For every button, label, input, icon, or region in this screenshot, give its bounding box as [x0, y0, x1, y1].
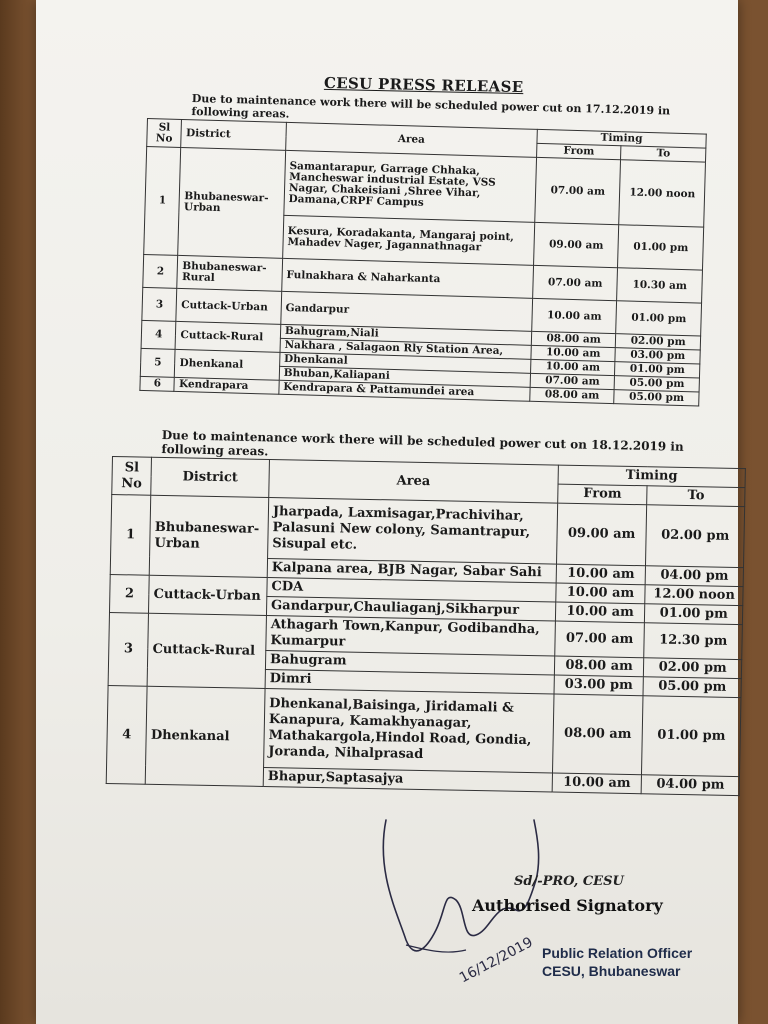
row-sl: 2 [109, 574, 149, 613]
authorised-signatory: Authorised Signatory [472, 896, 663, 915]
row-area: Gandarpur,Chauliaganj,Sikharpur [266, 596, 555, 621]
row-sl: 1 [110, 495, 151, 576]
row-from: 10.00 am [530, 359, 615, 375]
header-area: Area [269, 460, 558, 504]
pro-title: Public Relation Officer [542, 945, 693, 961]
header-to: To [647, 486, 745, 507]
row-from: 10.00 am [552, 773, 642, 794]
row-sl: 3 [108, 612, 149, 686]
row-district: Dhenkanal [145, 686, 265, 786]
row-area: Dimri [265, 669, 554, 694]
row-area: Bhapur,Saptasajya [263, 767, 552, 792]
row-area: Kendrapara & Pattamundei area [279, 380, 530, 401]
header-district: District [181, 119, 286, 150]
header-from: From [536, 143, 621, 159]
row-to: 04.00 pm [641, 775, 739, 796]
schedule-table-18-dec [106, 456, 746, 796]
row-from: 09.00 am [533, 222, 619, 267]
row-from: 10.00 am [555, 602, 645, 623]
row-from: 07.00 am [555, 621, 645, 658]
row-area: Jharpada, Laxmisagar,Prachivihar, Palasuni New colony, Samantrapur, Sisupal etc. [268, 498, 558, 565]
row-from: 10.00 am [532, 298, 617, 333]
row-from: 09.00 am [556, 503, 647, 566]
row-to: 12.00 noon [645, 585, 743, 606]
row-from: 07.00 am [530, 373, 615, 389]
row-to: 05.00 pm [614, 390, 699, 406]
row-to: 02.00 pm [644, 658, 742, 679]
row-district: Bhubaneswar-Urban [149, 495, 268, 577]
header-timing: Timing [537, 129, 706, 148]
row-to: 12.30 pm [644, 623, 742, 660]
document-page [36, 0, 738, 1024]
row-from: 08.00 am [554, 656, 644, 677]
notice-18-dec: Due to maintenance work there will be scheduled power cut on 18.12.2019 in following areas. [161, 428, 684, 459]
row-sl: 3 [142, 287, 177, 321]
row-to: 01.00 pm [615, 362, 700, 378]
row-to: 01.00 pm [618, 225, 704, 270]
row-sl: 6 [140, 376, 175, 391]
row-area: Nakhara , Salagaon Rly Station Area, [280, 338, 531, 359]
row-district: Cuttack-Rural [176, 321, 281, 352]
row-area: Kalpana area, BJB Nagar, Sabar Sahi [267, 559, 556, 584]
header-timing: Timing [558, 465, 746, 488]
row-to: 01.00 pm [616, 301, 701, 336]
row-from: 03.00 pm [554, 675, 644, 696]
row-to: 01.00 pm [642, 696, 741, 777]
row-area: CDA [267, 578, 556, 603]
handwritten-date: 16/12/2019 [456, 934, 536, 987]
row-area: Bahugram,Niali [280, 324, 531, 345]
row-from: 07.00 am [535, 157, 621, 224]
row-to: 01.00 pm [645, 604, 743, 625]
row-sl: 4 [141, 320, 176, 349]
handwritten-signature [366, 800, 566, 990]
schedule-table-17-dec [139, 118, 706, 407]
row-to: 12.00 noon [619, 160, 705, 227]
row-district: Bhubaneswar-Rural [177, 255, 282, 291]
row-to: 03.00 pm [615, 348, 700, 364]
row-to: 02.00 pm [616, 334, 701, 350]
header-area: Area [285, 122, 537, 157]
row-from: 10.00 am [531, 345, 616, 361]
header-district: District [151, 457, 269, 497]
row-area: Gandarpur [281, 291, 533, 331]
header-sl: Sl No [147, 119, 182, 148]
row-district: Cuttack-Rural [147, 613, 266, 688]
row-area: Dhenkanal,Baisinga, Jiridamali & Kanapura, Kamakhyanagar, Mathakargola,Hindol Road, Gondia, Joranda, Nihalprasad [264, 688, 554, 773]
row-area: Bahugram [265, 650, 554, 675]
table-row [111, 495, 745, 568]
row-district: Cuttack-Urban [176, 288, 281, 324]
row-from: 07.00 am [533, 265, 618, 300]
pro-stamp [542, 944, 692, 980]
notice-17-dec: Due to maintenance work there will be scheduled power cut on 17.12.2019 in following areas. [191, 92, 671, 121]
row-district: Cuttack-Urban [149, 575, 267, 615]
sd-pro-cesu: Sd/-PRO, CESU [514, 874, 624, 889]
row-sl: 4 [106, 685, 147, 784]
row-district: Dhenkanal [175, 349, 280, 380]
header-sl: Sl No [112, 457, 152, 496]
row-from: 10.00 am [556, 564, 646, 585]
header-from: From [557, 484, 647, 505]
row-area: Kesura, Koradakanta, Mangaraj point, Mahadev Nager, Jagannathnagar [282, 215, 534, 265]
row-area: Dhenkanal [279, 352, 530, 373]
row-from: 08.00 am [552, 694, 643, 775]
table-row [107, 685, 741, 776]
document-title: CESU PRESS RELEASE [323, 73, 524, 97]
row-sl: 2 [143, 254, 178, 288]
header-to: To [621, 146, 706, 162]
row-area: Samantarapur, Garrage Chhaka, Mancheswar industrial Estate, VSS Nagar, Chakeisiani ,Shree Vihar, Damana,CRPF Campus [284, 150, 537, 222]
row-from: 08.00 am [530, 387, 615, 403]
row-area: Bhuban,Kaliapani [279, 366, 530, 387]
row-from: 10.00 am [556, 583, 646, 604]
row-to: 04.00 pm [645, 566, 743, 587]
row-from: 08.00 am [531, 331, 616, 347]
row-to: 02.00 pm [646, 505, 745, 568]
row-to: 05.00 pm [643, 677, 741, 698]
row-area: Athagarh Town,Kanpur, Godibandha, Kumarpur [266, 615, 555, 656]
row-district: Kendrapara [174, 377, 279, 394]
row-sl: 1 [144, 147, 181, 256]
row-to: 10.30 am [617, 268, 702, 303]
row-area: Fulnakhara & Naharkanta [282, 258, 534, 298]
row-district: Bhubaneswar-Urban [178, 147, 285, 258]
pro-org: CESU, Bhubaneswar [542, 963, 681, 979]
row-to: 05.00 pm [615, 376, 700, 392]
row-sl: 5 [140, 348, 175, 377]
